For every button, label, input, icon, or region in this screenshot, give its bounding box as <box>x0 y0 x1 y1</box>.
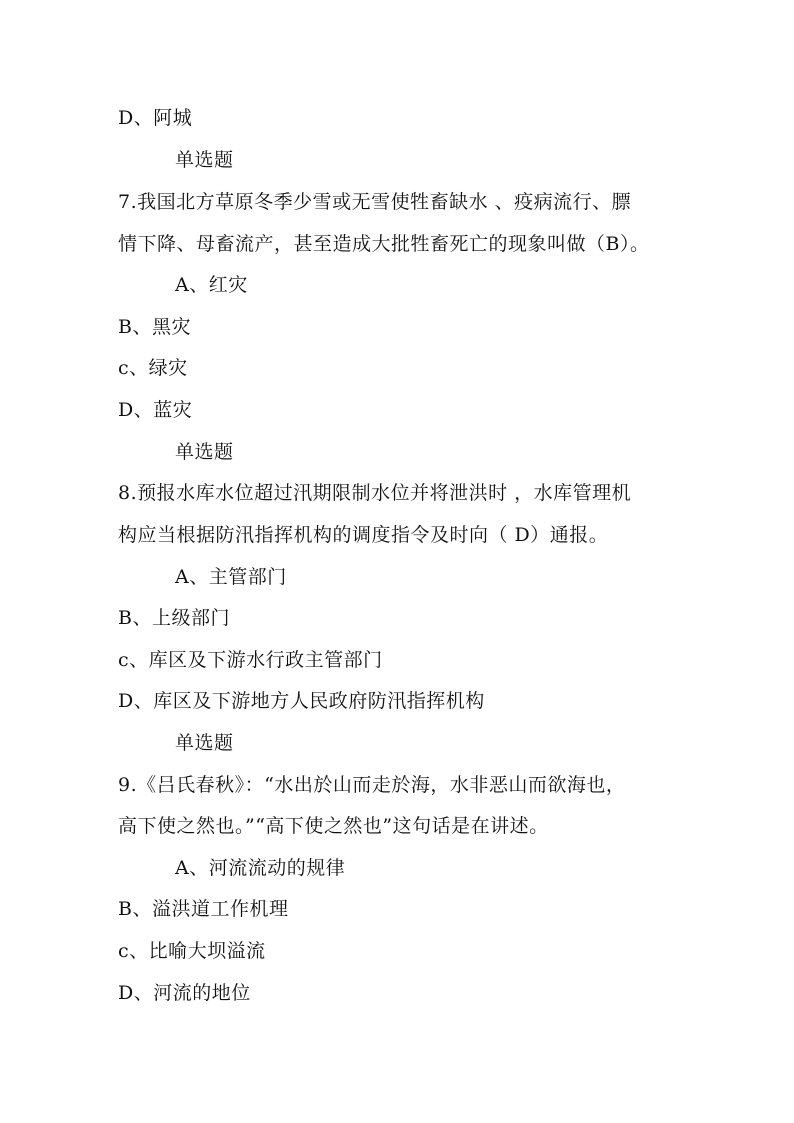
q9-stem-line-2: 高下使之然也。”“高下使之然也”这句话是在讲述。 <box>118 815 549 837</box>
q7-stem-line-2: 情下降、母畜流产，甚至造成大批牲畜死亡的现象叫做（B）。 <box>118 233 650 255</box>
q8-type-label: 单选题 <box>175 441 234 463</box>
q9-stem-line-1: 9.《吕氏春秋》：“水出於山而走於海，水非恶山而欲海也， <box>118 774 626 796</box>
q9-option-a: A、河流流动的规律 <box>175 857 346 879</box>
q9-option-c: c、比喻大坝溢流 <box>118 940 266 962</box>
q7-option-a: A、红灾 <box>175 274 248 296</box>
q8-option-d: D、库区及下游地方人民政府防汛指挥机构 <box>118 690 485 712</box>
q7-option-c: c、绿灾 <box>118 357 188 379</box>
q7-option-b: B、黑灾 <box>118 316 191 338</box>
q7-stem-line-1: 7.我国北方草原冬季少雪或无雪使牲畜缺水 、疫病流行、膘 <box>118 191 632 213</box>
q9-option-b: B、溢洪道工作机理 <box>118 898 289 920</box>
q9-option-d: D、河流的地位 <box>118 982 251 1004</box>
q7-type-label: 单选题 <box>175 149 234 171</box>
q8-stem-line-2: 构应当根据防汛指挥机构的调度指令及时向（ D）通报。 <box>118 524 609 546</box>
q9-type-label: 单选题 <box>175 732 234 754</box>
q6-option-d: D、阿城 <box>118 107 193 129</box>
q8-option-a: A、主管部门 <box>175 566 287 588</box>
q8-option-b: B、上级部门 <box>118 607 230 629</box>
q8-stem-line-1: 8.预报水库水位超过汛期限制水位并将泄洪时 ，水库管理机 <box>118 482 632 504</box>
q7-option-d: D、蓝灾 <box>118 399 193 421</box>
q8-option-c: c、库区及下游水行政主管部门 <box>118 649 383 671</box>
